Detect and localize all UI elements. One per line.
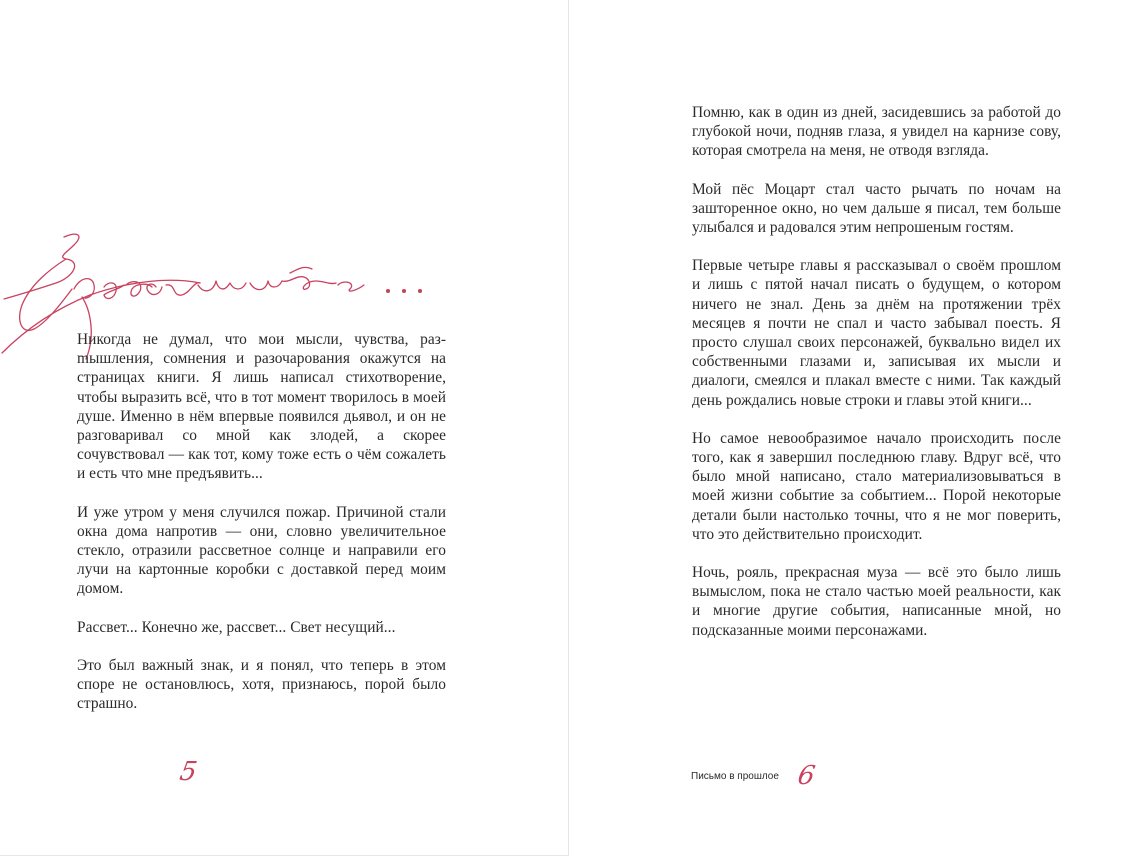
paragraph: Первые четыре главы я рассказывал о своём прошлом и лишь с пятой начал писать о будущем, о котором ничего не знал. День за днём на протяжении трёх месяцев я почти не спал и часто забывал поесть. Я просто слушал своих персонажей, буквально видел их собственными глазами и, записывая их мысли и диалоги, смеялся и плакал вместе с ними. Так каждый день рождались новые строки и главы этой книги... [692, 257, 1061, 409]
left-body-text [77, 330, 446, 732]
running-footer-title: Письмо в прошлое [691, 771, 779, 782]
left-page [0, 0, 568, 856]
paragraph: Это был важный знак, и я понял, что теперь в этом споре не остановлюсь, хотя, признаюсь, порой было страшно. [77, 656, 446, 713]
page-number-right: 6 [795, 761, 818, 791]
paragraph: Но самое невообразимое начало происходить после того, как я завершил последнюю главу. Вдруг всё, что было мной написано, стало материализовываться в моей жизни событие за событием... Порой некоторые детали были настолько точны, что я не мог поверить, что это действительно происходит. [692, 429, 1061, 543]
paragraph: Мой пёс Моцарт стал часто рычать по ночам на зашторенное окно, но чем дальше я писал, тем больше улыбался и радовался этим непрошеным гостям. [692, 180, 1061, 237]
right-page [569, 0, 1139, 856]
paragraph: Ночь, рояль, прекрасная муза — всё это было лишь вымыслом, пока не стало частью моей реальности, как и многие другие события, написанные мной, но подсказанные моими персонажами. [692, 564, 1061, 639]
page-number-left: 5 [177, 757, 200, 787]
paragraph: Рассвет... Конечно же, рассвет... Свет несущий... [77, 618, 396, 636]
paragraph: И уже утром у меня случился пожар. Причиной стали окна дома напротив — они, словно увеличительное стекло, отразили рассветное солнце и направили его лучи на картонные коробки с доставкой перед моим домом. [77, 503, 446, 598]
right-body-text [692, 103, 1061, 659]
paragraph: Никогда не думал, что мои мысли, чувства, разmышления, сомнения и разочарования окажутся на страницах книги. Я лишь написал стихотворение, чтобы выразить всё, что в тот момент творилось в моей душе. Именно в нём впервые появился дьявол, и он не разговаривал со мной как злодей, а скорее сочувствовал — как тот, кому тоже есть о чём сожалеть и есть что мне предъявить... [77, 331, 446, 483]
paragraph: Помню, как в один из дней, засидевшись за работой до глубокой ночи, подняв глаза, я увидел на карнизе сову, которая смотрела на меня, не отводя взгляда. [692, 104, 1061, 160]
